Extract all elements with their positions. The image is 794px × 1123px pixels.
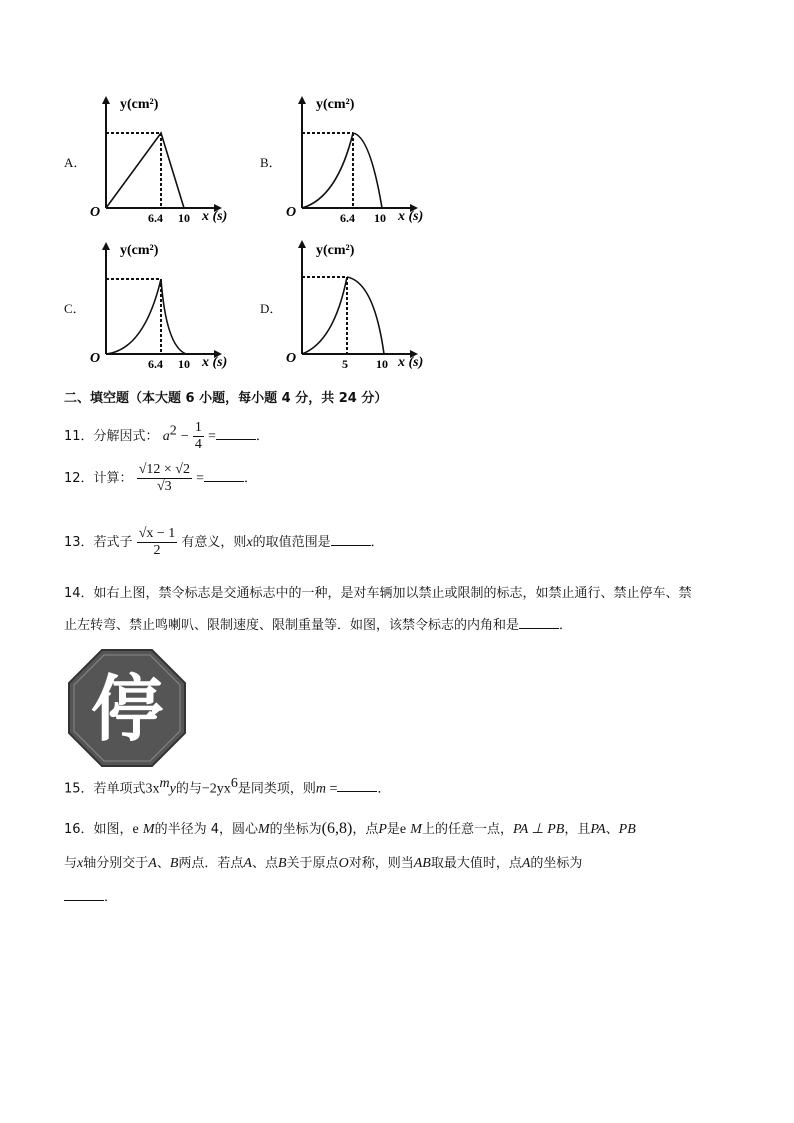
q11-equals: =: [208, 429, 216, 444]
origin-label: O: [90, 351, 101, 366]
x-tick: 10: [374, 211, 386, 225]
x-tick: 6.4: [148, 357, 163, 371]
question-13: [64, 526, 384, 559]
q16-text: 、: [605, 822, 619, 837]
q15-equals: =: [325, 781, 338, 797]
question-16-line-1: [64, 818, 636, 838]
q16-text: 取最大值时，点: [430, 856, 522, 871]
option-c-graph: [86, 238, 246, 374]
q16-var-A: A: [243, 856, 252, 871]
q16-text: 、: [156, 856, 170, 871]
q14-end: ．: [559, 618, 573, 633]
q15-answer-blank[interactable]: [337, 779, 377, 792]
origin-label: O: [90, 205, 101, 220]
q16-text: 关于原点: [286, 856, 339, 871]
section-title: 二、填空题（本大题 6 小题，每小题 4 分，共 24 分）: [64, 391, 388, 406]
q15-term-1-exp: m: [159, 776, 170, 791]
y-axis-label: y(cm²): [316, 243, 355, 258]
q16-text: 轴分别交于: [83, 856, 149, 871]
q16-var-O: O: [338, 856, 349, 871]
q15-term-1-coef: 3x: [145, 781, 160, 797]
stop-sign-image: [67, 648, 187, 772]
q12-numerator: √12 × √2: [138, 462, 190, 477]
q11-numerator: 1: [194, 420, 202, 435]
x-tick: 10: [376, 357, 388, 371]
question-16-line-2: [64, 852, 582, 872]
q16-text: 是: [386, 822, 400, 837]
q13-text-1: 有意义，则: [181, 535, 247, 550]
q11-minus: −: [180, 429, 189, 444]
option-a-graph: [86, 92, 246, 228]
q11-end: ．: [255, 429, 269, 444]
q12-fraction: [137, 462, 192, 495]
q11-exponent: 2: [169, 423, 177, 439]
stop-sign-character: 停: [90, 667, 164, 751]
q12-answer-blank[interactable]: [204, 469, 244, 482]
q16-var-x: x: [77, 856, 84, 871]
q16-var-B: B: [169, 856, 179, 871]
q15-end: ．: [377, 781, 391, 797]
q13-denominator: 2: [153, 543, 161, 558]
q16-circle-symbol: e: [132, 822, 139, 837]
q12-end: ．: [244, 471, 258, 486]
x-axis-label: x (s): [202, 355, 228, 370]
q16-text: 上的任意一点，: [421, 822, 513, 837]
q14-line-1: 14．如右上图，禁令标志是交通标志中的一种，是对车辆加以禁止或限制的标志，如禁止通行、禁止停车、禁: [64, 586, 692, 601]
question-11: [64, 420, 269, 453]
q11-fraction: [193, 420, 204, 453]
q16-var-AB: AB: [413, 856, 431, 871]
q15-term-1-y: y: [169, 781, 176, 797]
option-b-graph: [282, 92, 442, 228]
q15-term-2: −2yx: [201, 781, 231, 797]
q15-prefix: 15．若单项式: [64, 781, 146, 797]
q16-text: 对称，则当: [348, 856, 414, 871]
q11-var-a: a: [162, 429, 170, 444]
q11-prefix: 11．分解因式：: [64, 429, 159, 444]
q13-answer-blank[interactable]: [331, 533, 371, 546]
option-c-label: C．: [64, 301, 86, 316]
q15-var-m: m: [315, 781, 326, 797]
q16-var-P: P: [378, 822, 387, 837]
q16-var-M: M: [410, 822, 422, 837]
question-14-line-2: [64, 614, 572, 633]
x-axis-label: x (s): [202, 209, 228, 224]
q15-term-2-exp: 6: [230, 776, 238, 791]
origin-label: O: [286, 205, 297, 220]
q16-answer-blank[interactable]: [64, 888, 104, 901]
question-16-line-3: [64, 886, 117, 905]
q16-end: ．: [104, 890, 118, 905]
q16-text: 的半径为 4，圆心: [154, 822, 258, 837]
q16-var-B: B: [277, 856, 287, 871]
q12-equals: =: [196, 471, 204, 486]
q16-text: 两点．若点: [178, 856, 244, 871]
q13-prefix: 13．若式子: [64, 535, 133, 550]
q16-var-PB: PB: [618, 822, 636, 837]
q16-perpendicular: PA ⊥ PB: [512, 822, 565, 837]
q16-circle-symbol: e: [399, 822, 407, 837]
q16-text: 的坐标为: [269, 822, 322, 837]
q16-var-A: A: [148, 856, 157, 871]
q15-mid: 的与: [175, 781, 202, 797]
x-axis-label: x (s): [398, 355, 424, 370]
option-b-label: B．: [260, 155, 282, 170]
q16-text: 16．如图，: [64, 822, 133, 837]
question-15: [64, 776, 390, 797]
q15-mid-2: 是同类项，则: [237, 781, 316, 797]
x-tick: 10: [178, 211, 190, 225]
x-axis-label: x (s): [398, 209, 424, 224]
q16-coordinate: (6,8): [321, 820, 353, 837]
q12-denominator: √3: [156, 479, 172, 494]
q16-text: 的坐标为: [530, 856, 583, 871]
y-axis-label: y(cm²): [316, 97, 355, 112]
q11-denominator: 4: [194, 437, 202, 452]
q14-line-2: 止左转弯、禁止鸣喇叭、限制速度、限制重量等．如图，该禁令标志的内角和是: [64, 618, 520, 633]
y-axis-label: y(cm²): [120, 243, 159, 258]
q16-text: 、点: [251, 856, 278, 871]
x-tick: 6.4: [340, 211, 355, 225]
option-d-graph: [282, 236, 442, 372]
question-12: [64, 462, 257, 495]
y-axis-label: y(cm²): [120, 97, 159, 112]
option-d-label: D．: [260, 301, 283, 316]
x-tick: 5: [342, 357, 348, 371]
q16-text: 与: [64, 856, 78, 871]
q13-fraction: [137, 526, 178, 559]
q16-text: ，且: [564, 822, 591, 837]
q13-var-x: x: [246, 535, 253, 550]
option-a-label: A．: [64, 155, 87, 170]
q12-prefix: 12．计算：: [64, 471, 133, 486]
q16-var-M: M: [142, 822, 155, 837]
q14-answer-blank[interactable]: [519, 616, 559, 629]
q13-numerator: √x − 1: [138, 526, 176, 541]
q13-end: ．: [370, 535, 384, 550]
q11-answer-blank[interactable]: [216, 427, 256, 440]
q16-var-M: M: [257, 822, 270, 837]
q13-text-2: 的取值范围是: [252, 535, 331, 550]
q16-var-A: A: [521, 856, 531, 871]
x-tick: 6.4: [148, 211, 163, 225]
q16-var-PA: PA: [590, 822, 606, 837]
q16-text: ，点: [352, 822, 379, 837]
x-tick: 10: [178, 357, 190, 371]
origin-label: O: [286, 351, 297, 366]
